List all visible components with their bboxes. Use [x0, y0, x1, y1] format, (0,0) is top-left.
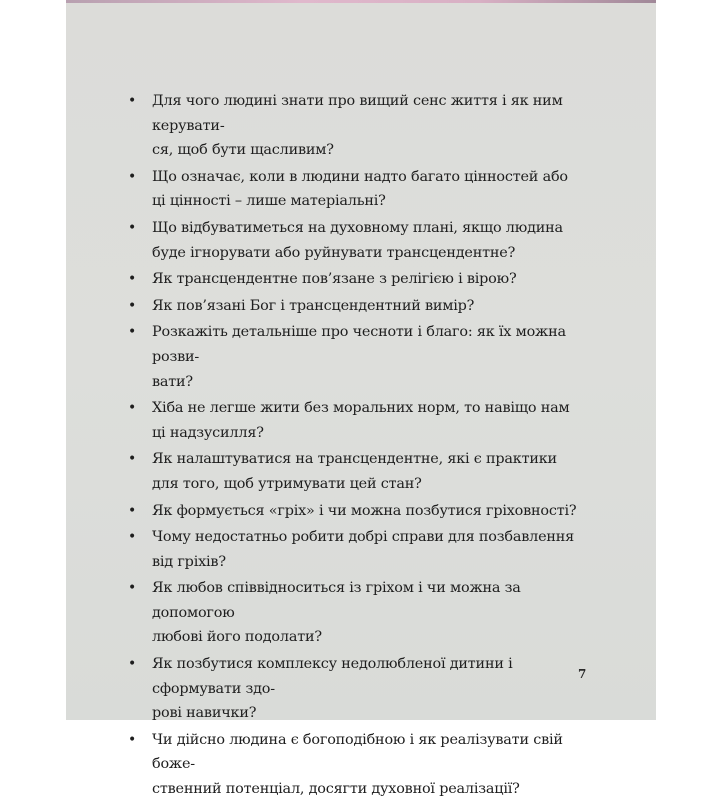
bullet-icon: •: [128, 324, 137, 341]
bullet-icon: •: [128, 168, 137, 185]
question-item-11: [66, 576, 656, 650]
question-item-5: [66, 294, 656, 319]
question-line: Для чого людині знати про вищий сенс життя і як ним керувати-: [152, 93, 563, 134]
question-line: любові його подолати?: [152, 629, 322, 646]
question-item-1: [66, 89, 656, 163]
question-line: буде ігнорувати або руйнувати трансцендентне?: [152, 244, 516, 261]
question-item-2: [66, 165, 656, 214]
question-line: Як налаштуватися на трансцендентне, які є практики: [152, 451, 557, 468]
question-item-3: [66, 216, 656, 265]
question-item-10: [66, 525, 656, 574]
question-line: Що означає, коли в людини надто багато цінностей або: [152, 168, 568, 185]
bullet-icon: •: [128, 656, 137, 673]
question-line: від гріхів?: [152, 553, 226, 570]
bullet-icon: •: [128, 271, 137, 288]
question-item-12: [66, 652, 656, 726]
question-list: [66, 89, 656, 804]
bullet-icon: •: [128, 297, 137, 314]
question-line: для того, щоб утримувати цей стан?: [152, 475, 422, 492]
bullet-icon: •: [128, 93, 137, 109]
question-line: Як позбутися комплексу недолюбленої дитини і сформувати здо-: [152, 656, 513, 697]
question-item-9: [66, 499, 656, 524]
question-line: ці цінності – лише матеріальні?: [152, 193, 386, 210]
book-page: [66, 0, 656, 798]
question-line: Чи дійсно людина є богоподібною і як реалізувати свій боже-: [152, 731, 563, 773]
question-line: Як трансцендентне пов’язане з релігією і вірою?: [152, 271, 517, 288]
question-line: Що відбуватиметься на духовному плані, якщо людина: [152, 219, 563, 236]
bullet-icon: •: [128, 731, 137, 748]
question-line: Як формується «гріх» і чи можна позбутися гріховності?: [152, 502, 577, 519]
bullet-icon: •: [128, 219, 137, 236]
question-line: Чому недостатньо робити добрі справи для позбавлення: [152, 529, 575, 546]
question-item-4: [66, 267, 656, 292]
question-line: ці надзусилля?: [152, 424, 264, 441]
question-line: Хіба не легше жити без моральних норм, то навіщо нам: [152, 400, 570, 417]
page-top-edge: [66, 0, 656, 3]
question-item-13: [66, 728, 656, 802]
question-item-7: [66, 396, 656, 445]
question-line: вати?: [152, 373, 193, 390]
question-line: Як пов’язані Бог і трансцендентний вимір?: [152, 297, 475, 314]
question-line: ся, щоб бути щасливим?: [152, 142, 334, 159]
question-line: рові навички?: [152, 705, 257, 722]
question-line: Розкажіть детальніше про чесноти і благо: як їх можна розви-: [152, 324, 566, 365]
bullet-icon: •: [128, 502, 137, 519]
bullet-icon: •: [128, 451, 137, 468]
question-item-8: [66, 447, 656, 496]
bullet-icon: •: [128, 400, 137, 417]
bullet-icon: •: [128, 529, 137, 546]
page-number: 7: [578, 667, 587, 681]
question-line: Як любов співвідноситься із гріхом і чи можна за допомогою: [152, 580, 521, 621]
question-item-6: [66, 320, 656, 394]
question-line: ственний потенціал, досягти духовної реалізації?: [152, 781, 520, 798]
bullet-icon: •: [128, 580, 137, 597]
